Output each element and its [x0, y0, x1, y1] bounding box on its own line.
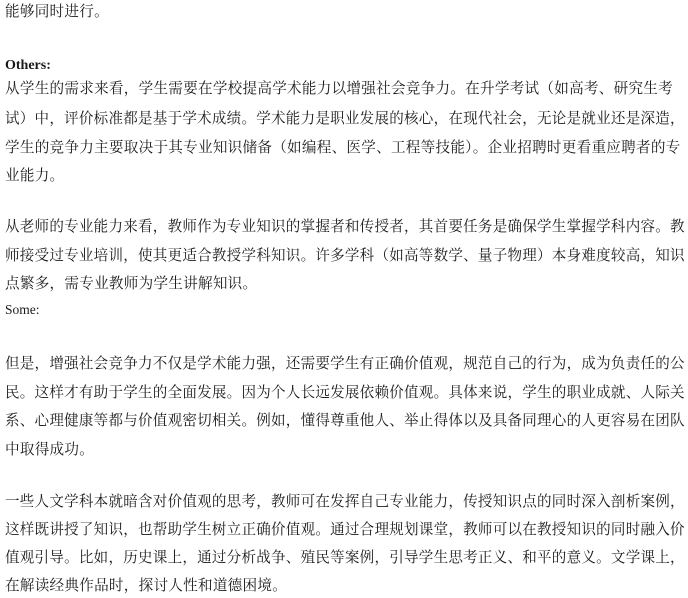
- paragraph-line: 系、心理健康等都与价值观密切相关。例如，懂得尊重他人、举止得体以及具备同理心的人更容易在团队: [5, 412, 685, 429]
- some-heading: Some:: [5, 302, 40, 317]
- paragraph-line: 但是，增强社会竞争力不仅是学术能力强，还需要学生有正确价值观，规范自己的行为，成为负责任的公: [5, 355, 685, 372]
- paragraph-line: 从老师的专业能力来看，教师作为专业知识的掌握者和传授者，其首要任务是确保学生掌握学科内容。教: [5, 218, 685, 235]
- paragraph-line: 一些人文学科本就暗含对价值观的思考，教师可在发挥自己专业能力，传授知识点的同时深入剖析案例，: [5, 493, 685, 510]
- paragraph-line: 在解读经典作品时，探讨人性和道德困境。: [5, 577, 288, 594]
- paragraph-line: 这样既讲授了知识，也帮助学生树立正确价值观。通过合理规划课堂，教师可以在教授知识的同时融入价: [5, 521, 685, 538]
- paragraph-line: 业能力。: [5, 167, 65, 184]
- paragraph-line: 学生的竞争力主要取决于其专业知识储备（如编程、医学、工程等技能）。企业招聘时更看重应聘者的专: [5, 139, 681, 156]
- paragraph-line: 中取得成功。: [5, 441, 95, 458]
- paragraph-line: 从学生的需求来看，学生需要在学校提高学术能力以增强社会竞争力。在升学考试（如高考、研究生考: [5, 80, 673, 97]
- paragraph-line: 试）中，评价标准都是基于学术成绩。学术能力是职业发展的核心，在现代社会，无论是就业还是深造，: [5, 110, 685, 127]
- paragraph-line: 民。这样才有助于学生的全面发展。因为个人长远发展依赖价值观。具体来说，学生的职业成就、人际关: [5, 384, 685, 401]
- paragraph-line: 点繁多，需专业教师为学生讲解知识。: [5, 275, 258, 292]
- paragraph-line: 值观引导。比如，历史课上，通过分析战争、殖民等案例，引导学生思考正义、和平的意义。文学课上，: [5, 549, 685, 566]
- others-heading: Others:: [5, 58, 51, 73]
- paragraph-line: 师接受过专业培训，使其更适合教授学科知识。许多学科（如高等数学、量子物理）本身难度较高，知识: [5, 247, 685, 264]
- intro-line: 能够同时进行。: [5, 3, 109, 20]
